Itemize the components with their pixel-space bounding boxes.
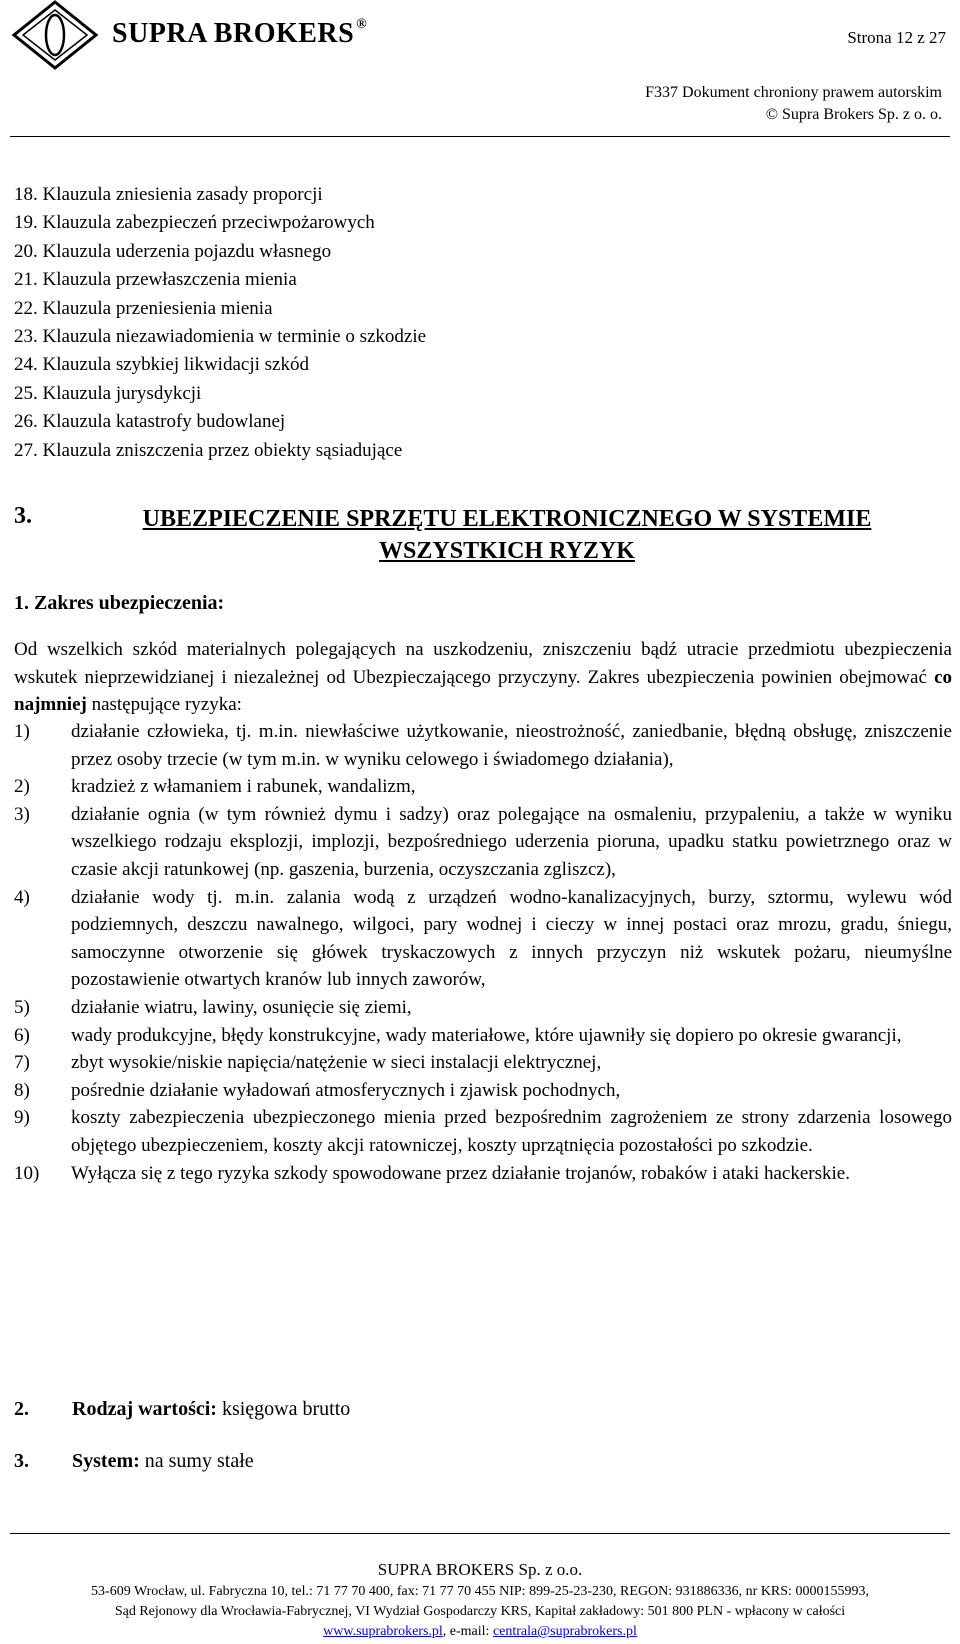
- registered-mark: ®: [356, 16, 368, 32]
- footer-registry: Sąd Rejonowy dla Wrocławia-Fabrycznej, VI Wydział Gospodarczy KRS, Kapitał zakładowy: 501 800 PLN - wpłacony w całości: [114, 1604, 846, 1619]
- company-logo-icon: [10, 0, 100, 70]
- list-item: 25. Klauzula jurysdykcji: [14, 382, 202, 404]
- list-item: 22. Klauzula przeniesienia mienia: [14, 297, 273, 319]
- list-item: 21. Klauzula przewłaszczenia mienia: [14, 269, 297, 291]
- list-item: 23. Klauzula niezawiadomienia w terminie o szkodzie: [14, 325, 427, 347]
- scope-paragraph: Od wszelkich szkód materialnych polegających na uszkodzeniu, zniszczeniu bądź utracie przedmiotu ubezpieczenia wskutek nieprzewidzianej i niezależnej od Ubezpieczającego przyczyny. Zakres ubezpieczenia powinien obejmować co najmniej następujące ryzyka:: [14, 639, 952, 716]
- list-item: 10) Wyłącza się z tego ryzyka szkody spowodowane przez działanie trojanów, robaków i ataki hackerskie.: [14, 1162, 850, 1184]
- subsection-heading: 1. Zakres ubezpieczenia:: [14, 592, 225, 614]
- list-item: 18. Klauzula zniesienia zasady proporcji: [14, 184, 323, 205]
- list-item: 20. Klauzula uderzenia pojazdu własnego: [14, 240, 332, 262]
- header-divider: [10, 136, 950, 137]
- footer-company: SUPRA BROKERS Sp. z o.o.: [377, 1560, 583, 1579]
- list-item: 3) działanie ognia (w tym również dymu i sadzy) oraz polegające na osmaleniu, przypaleniu, a także w wyniku wszelkiego rodzaju eksplozji, implozji, bezpośredniego uderzenia pioruna, upadku statku powietrznego oraz w czasie akcji ratunkowej (np. gaszenia, burzenia, oczyszczania zgliszcz),: [14, 803, 952, 880]
- list-item: 1) działanie człowieka, tj. m.in. niewłaściwe użytkowanie, nieostrożność, zaniedbanie, błędną obsługę, zniszczenie przez osoby trzecie (w tym m.in. w wyniku celowego i świadomego działania),: [14, 721, 952, 770]
- system-line: 3. System: na sumy stałe: [14, 1450, 254, 1472]
- list-item: 27. Klauzula zniszczenia przez obiekty sąsiadujące: [14, 439, 403, 461]
- brand-name: SUPRA BROKERS ®: [112, 16, 368, 49]
- risk-list: [14, 718, 952, 1187]
- list-item: 5) działanie wiatru, lawiny, osunięcie się ziemi,: [14, 996, 412, 1018]
- document-notice: [645, 82, 942, 126]
- section-title: UBEZPIECZENIE SPRZĘTU ELEKTRONICZNEGO W SYSTEMIE WSZYSTKICH RYZYK: [142, 506, 872, 564]
- list-item: 6) wady produkcyjne, błędy konstrukcyjne, wady materiałowe, które ujawniły się dopiero po okresie gwarancji,: [14, 1024, 902, 1046]
- list-item: 24. Klauzula szybkiej likwidacji szkód: [14, 354, 309, 376]
- list-item: 8) pośrednie działanie wyładowań atmosferycznych i zjawisk pochodnych,: [14, 1079, 621, 1101]
- list-item: 2) kradzież z włamaniem i rabunek, wandalizm,: [14, 776, 416, 798]
- value-type-line: 2. Rodzaj wartości: księgowa brutto: [14, 1398, 351, 1420]
- section-number: 3.: [14, 503, 32, 529]
- footer-divider: [10, 1533, 950, 1534]
- list-item: 4) działanie wody tj. m.in. zalania wodą z urządzeń wodno-kanalizacyjnych, burzy, sztormu, wylewu wód podziemnych, deszczu nawalnego, wilgoci, pary wodnej i cieczy w innej postaci oraz mrozu, gradu, śniegu, samoczynne otworzenie się główek tryskaczowych z innych przyczyn niż wskutek pożaru, nieumyślne pozostawienie otwartych kranów lub innych zaworów,: [14, 886, 952, 991]
- footer-contact: www.suprabrokers.pl, e-mail: centrala@suprabrokers.pl: [323, 1624, 637, 1639]
- page-number: Strona 12 z 27: [847, 28, 946, 47]
- clause-list: [14, 181, 426, 465]
- website-link[interactable]: www.suprabrokers.pl: [323, 1624, 443, 1639]
- list-item: 26. Klauzula katastrofy budowlanej: [14, 411, 286, 433]
- list-item: 7) zbyt wysokie/niskie napięcia/natężenie w sieci instalacji elektrycznej,: [14, 1052, 602, 1074]
- emphasis: co najmniej: [14, 666, 952, 716]
- footer-address: 53-609 Wrocław, ul. Fabryczna 10, tel.: 71 77 70 400, fax: 71 77 70 455 NIP: 899-25-23-230, REGON: 931886336, nr KRS: 0000155993,: [91, 1584, 869, 1599]
- list-item: 19. Klauzula zabezpieczeń przeciwpożarowych: [14, 212, 375, 234]
- document-id: F337 Dokument chroniony prawem autorskim: [645, 84, 942, 101]
- copyright-line: © Supra Brokers Sp. z o. o.: [765, 106, 942, 123]
- email-link[interactable]: centrala@suprabrokers.pl: [492, 1624, 637, 1639]
- list-item: 9) koszty zabezpieczenia ubezpieczonego mienia przed bezpośrednim zagrożeniem ze strony zdarzenia losowego objętego ubezpieczeniem, koszty akcji ratowniczej, koszty uprzątnięcia pozostałości po szkodzie.: [14, 1107, 952, 1156]
